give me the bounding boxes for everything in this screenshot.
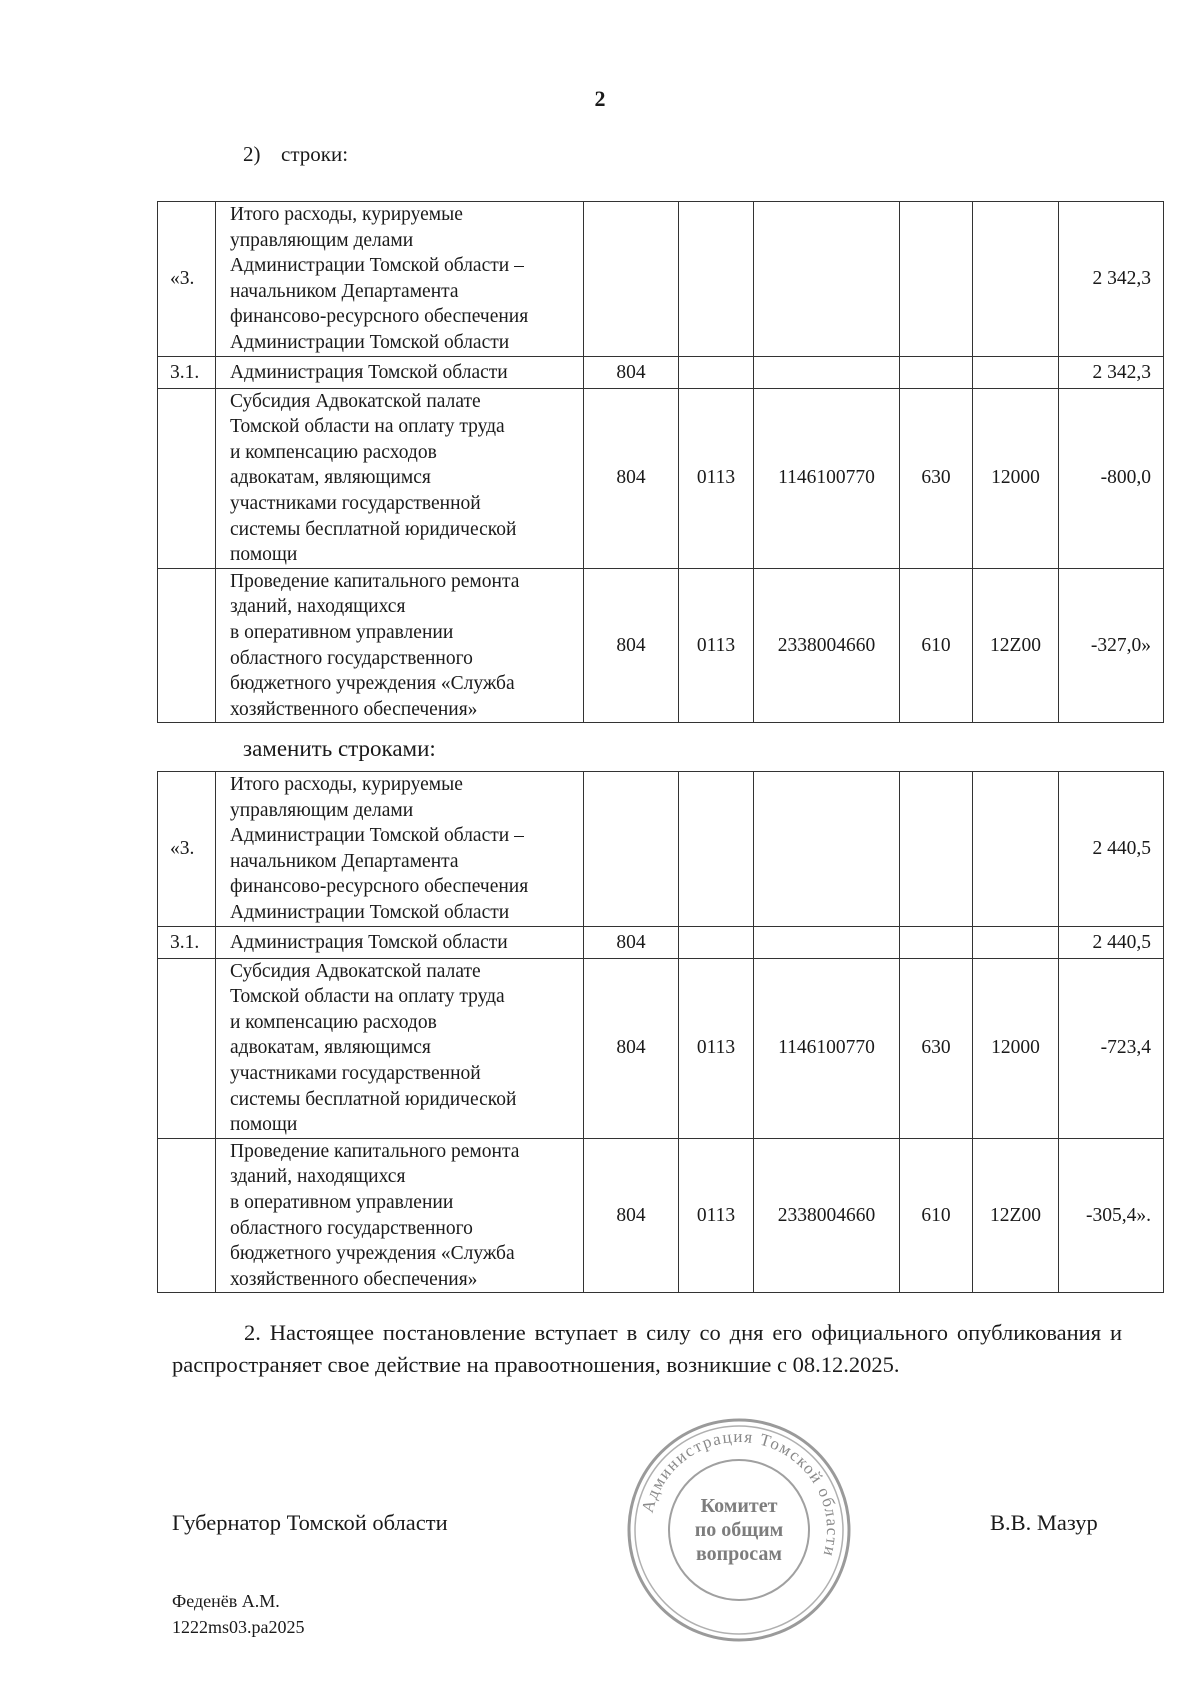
description-line: Субсидия Адвокатской палате [230, 390, 481, 412]
description-cell [216, 926, 584, 958]
description-line: и компенсацию расходов [230, 441, 437, 463]
section-code-cell: 0113 [679, 958, 754, 1138]
additional-code-cell: 12Z00 [973, 1138, 1059, 1293]
description-line: адвокатам, являющимся [230, 1037, 431, 1059]
additional-code-cell [973, 772, 1059, 927]
section-label-text: строки: [281, 142, 349, 166]
section-code-cell: 0113 [679, 568, 754, 723]
official-stamp [626, 1417, 852, 1643]
additional-code-cell: 12Z00 [973, 568, 1059, 723]
description-cell [216, 202, 584, 357]
description-line: Администрации Томской области [230, 901, 510, 923]
stamp-line-2: по общим [694, 1519, 784, 1541]
expense-type-cell [900, 356, 973, 388]
description-line: хозяйственного обеспечения» [230, 698, 478, 720]
description-line: помощи [230, 544, 298, 566]
additional-code-cell [973, 202, 1059, 357]
table-row [158, 568, 1164, 723]
description-line: Проведение капитального ремонта [230, 1140, 520, 1162]
target-code-cell: 1146100770 [754, 388, 900, 568]
expense-type-cell: 610 [900, 568, 973, 723]
description-cell [216, 1138, 584, 1293]
section-code-cell [679, 772, 754, 927]
description-line: Итого расходы, курируемые [230, 204, 463, 225]
table-row [158, 356, 1164, 388]
additional-code-cell [973, 926, 1059, 958]
description-line: участниками государственной [230, 492, 481, 514]
description-line: начальником Департамента [230, 280, 459, 302]
description-line: Администрация Томской области [230, 361, 508, 383]
table-row [158, 1138, 1164, 1293]
description-line: управляющим делами [230, 799, 414, 821]
target-code-cell [754, 926, 900, 958]
description-line: зданий, находящихся [230, 1166, 406, 1188]
row-number-cell [158, 1138, 216, 1293]
row-number-cell [158, 958, 216, 1138]
description-line: в оперативном управлении [230, 1191, 454, 1213]
description-line: Администрации Томской области – [230, 825, 524, 847]
stamp-ring-text: Администрация Томской области [637, 1426, 843, 1560]
target-code-cell [754, 772, 900, 927]
description-line: в оперативном управлении [230, 621, 454, 643]
amount-cell: -723,4 [1059, 958, 1164, 1138]
org-code-cell [584, 772, 679, 927]
description-line: Итого расходы, курируемые [230, 774, 463, 795]
description-line: Субсидия Адвокатской палате [230, 960, 481, 982]
table-row [158, 202, 1164, 357]
expense-type-cell: 610 [900, 1138, 973, 1293]
target-code-cell [754, 356, 900, 388]
org-code-cell: 804 [584, 1138, 679, 1293]
description-line: Администрации Томской области – [230, 255, 524, 277]
description-line: системы бесплатной юридической [230, 518, 517, 540]
executor-block [172, 1588, 305, 1640]
description-cell [216, 356, 584, 388]
expense-type-cell: 630 [900, 958, 973, 1138]
description-line: и компенсацию расходов [230, 1011, 437, 1033]
org-code-cell: 804 [584, 958, 679, 1138]
row-number-cell: 3.1. [158, 356, 216, 388]
replace-label: заменить строками: [243, 736, 436, 761]
amount-cell: -305,4». [1059, 1138, 1164, 1293]
row-number-cell: «3. [158, 772, 216, 927]
section-code-cell [679, 202, 754, 357]
description-line: системы бесплатной юридической [230, 1088, 517, 1110]
row-number-cell: «3. [158, 202, 216, 357]
additional-code-cell: 12000 [973, 388, 1059, 568]
description-line: зданий, находящихся [230, 596, 406, 618]
signature-title: Губернатор Томской области [172, 1510, 448, 1535]
expense-type-cell [900, 926, 973, 958]
org-code-cell [584, 202, 679, 357]
org-code-cell: 804 [584, 926, 679, 958]
description-cell [216, 568, 584, 723]
row-number-cell [158, 568, 216, 723]
description-cell [216, 388, 584, 568]
additional-code-cell [973, 356, 1059, 388]
section-code-cell: 0113 [679, 1138, 754, 1293]
signature-name: В.В. Мазур [990, 1510, 1098, 1535]
description-line: областного государственного [230, 1217, 473, 1239]
description-line: бюджетного учреждения «Служба [230, 673, 515, 695]
old-rows-table [157, 201, 1164, 723]
stamp-line-3: вопросам [695, 1543, 783, 1565]
expense-type-cell [900, 772, 973, 927]
description-line: хозяйственного обеспечения» [230, 1268, 478, 1290]
description-line: начальником Департамента [230, 850, 459, 872]
stamp-line-1: Комитет [700, 1495, 778, 1517]
target-code-cell: 1146100770 [754, 958, 900, 1138]
section-label [243, 142, 348, 167]
description-line: Администрация Томской области [230, 931, 508, 953]
amount-cell: 2 440,5 [1059, 772, 1164, 927]
description-cell [216, 772, 584, 927]
table-row [158, 958, 1164, 1138]
expense-type-cell [900, 202, 973, 357]
org-code-cell: 804 [584, 356, 679, 388]
amount-cell: 2 342,3 [1059, 202, 1164, 357]
amount-cell: -800,0 [1059, 388, 1164, 568]
target-code-cell: 2338004660 [754, 1138, 900, 1293]
section-number: 2) [243, 142, 261, 166]
table-row [158, 388, 1164, 568]
description-line: адвокатам, являющимся [230, 467, 431, 489]
description-line: участниками государственной [230, 1062, 481, 1084]
description-line: финансово-ресурсного обеспечения [230, 306, 529, 328]
description-cell [216, 958, 584, 1138]
description-line: финансово-ресурсного обеспечения [230, 876, 529, 898]
expense-type-cell: 630 [900, 388, 973, 568]
section-code-cell [679, 926, 754, 958]
additional-code-cell: 12000 [973, 958, 1059, 1138]
section-code-cell: 0113 [679, 388, 754, 568]
page-number: 2 [594, 86, 606, 111]
description-line: Томской области на оплату труда [230, 416, 505, 438]
org-code-cell: 804 [584, 568, 679, 723]
description-line: областного государственного [230, 647, 473, 669]
org-code-cell: 804 [584, 388, 679, 568]
document-code: 1222ms03.ра2025 [172, 1617, 305, 1637]
new-rows-table [157, 771, 1164, 1293]
row-number-cell [158, 388, 216, 568]
table-row [158, 772, 1164, 927]
description-line: Томской области на оплату труда [230, 986, 505, 1008]
description-line: Проведение капитального ремонта [230, 570, 520, 592]
target-code-cell [754, 202, 900, 357]
description-line: управляющим делами [230, 229, 414, 251]
target-code-cell: 2338004660 [754, 568, 900, 723]
effective-date-paragraph: 2. Настоящее постановление вступает в силу со дня его официального опубликования и распространяет свое действие на правоотношения, возникшие с 08.12.2025. [172, 1320, 1122, 1377]
table-row [158, 926, 1164, 958]
description-line: бюджетного учреждения «Служба [230, 1243, 515, 1265]
description-line: Администрации Томской области [230, 331, 510, 353]
amount-cell: 2 342,3 [1059, 356, 1164, 388]
description-line: помощи [230, 1114, 298, 1136]
amount-cell: 2 440,5 [1059, 926, 1164, 958]
section-code-cell [679, 356, 754, 388]
executor-name: Феденёв А.М. [172, 1591, 280, 1611]
row-number-cell: 3.1. [158, 926, 216, 958]
amount-cell: -327,0» [1059, 568, 1164, 723]
